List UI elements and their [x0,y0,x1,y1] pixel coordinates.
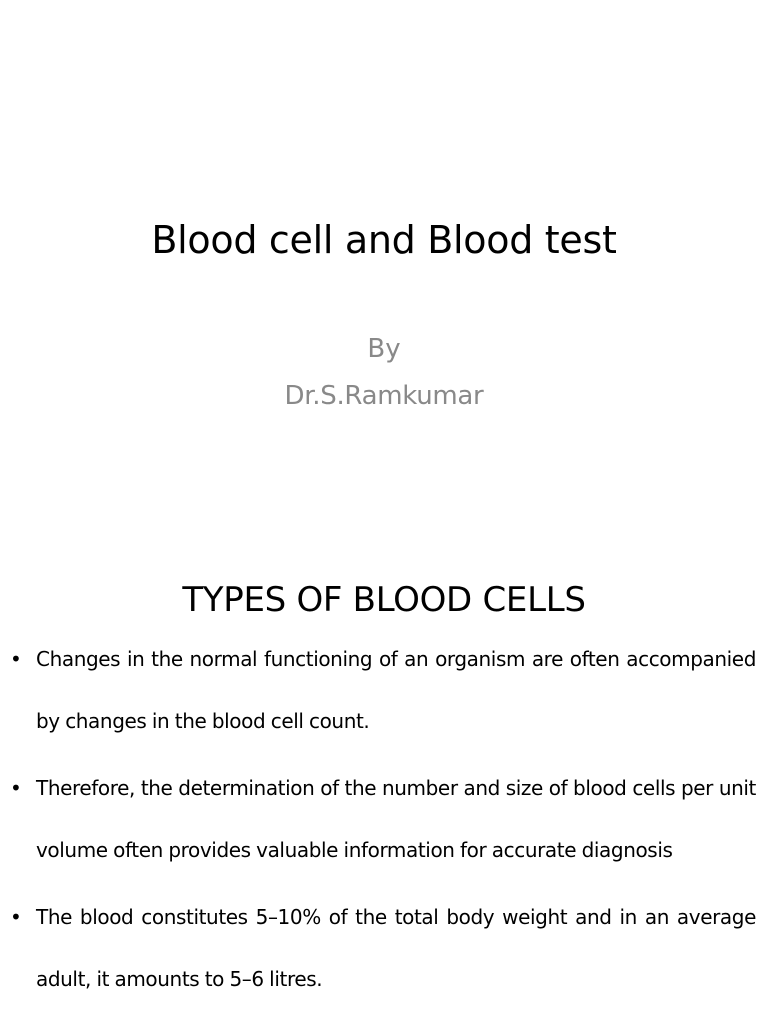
presentation-title: Blood cell and Blood test [151,218,617,262]
bullet-text: Therefore, the determination of the number and size of blood cells per unit volume often provides valuable information for accurate diagnosis [36,776,756,862]
bullet-item [0,886,768,1010]
slide-heading: TYPES OF BLOOD CELLS [182,580,586,620]
bullet-list [0,628,768,1015]
content-slide [0,545,768,1024]
bullet-marker: • [10,647,22,671]
byline-label: By [367,334,401,364]
bullet-marker: • [10,776,22,800]
bullet-item [0,757,768,881]
author-name: Dr.S.Ramkumar [284,381,484,411]
bullet-text: The blood constitutes 5–10% of the total body weight and in an average adult, it amounts to 5–6 litres. [36,905,756,991]
bullet-marker: • [10,905,22,929]
bullet-text: Changes in the normal functioning of an organism are often accompanied by changes in the blood cell count. [36,647,756,733]
bullet-item [0,628,768,752]
